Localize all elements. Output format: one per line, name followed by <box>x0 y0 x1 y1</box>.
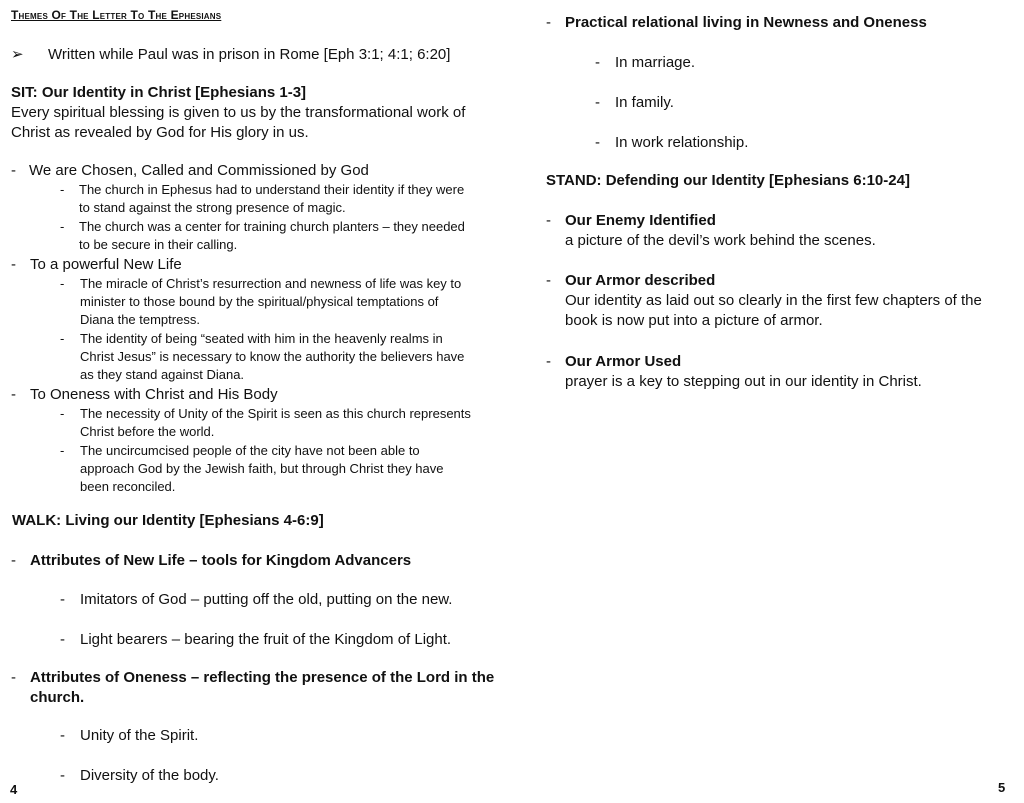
right-page <box>512 0 1024 803</box>
document-title: Themes Of The Letter To The Ephesians <box>11 8 222 22</box>
dash: - <box>546 272 551 289</box>
dash: - <box>546 353 551 370</box>
dash: - <box>11 162 16 179</box>
practical-living-point: Practical relational living in Newness and Oneness <box>565 14 927 31</box>
sub-point-line: The identity of being “seated with him in the heavenly realms in <box>80 331 443 346</box>
sub-point-line: Christ before the world. <box>80 424 215 439</box>
sit-heading: SIT: Our Identity in Christ [Ephesians 1-3] <box>11 84 307 101</box>
sub-point-line: The uncircumcised people of the city have not been able to <box>80 443 420 458</box>
dash: - <box>11 669 16 686</box>
dash: - <box>60 331 65 346</box>
walk-sub-point: Light bearers – bearing the fruit of the Kingdom of Light. <box>80 631 452 648</box>
page-number: 4 <box>10 782 18 797</box>
sub-point-line: The necessity of Unity of the Spirit is seen as this church represents <box>80 406 471 421</box>
sub-point-line: been reconciled. <box>80 479 176 494</box>
relational-sub-point: In marriage. <box>615 54 696 71</box>
dash: - <box>11 552 16 569</box>
dash: - <box>595 94 600 111</box>
dash: - <box>60 767 65 784</box>
stand-heading: STAND: Defending our Identity [Ephesians 6:10-24] <box>546 172 910 189</box>
dash: - <box>11 386 16 403</box>
sub-point-line: The church was a center for training church planters – they needed <box>79 219 465 234</box>
dash: - <box>546 212 551 229</box>
walk-heading: WALK: Living our Identity [Ephesians 4-6:9] <box>12 512 324 529</box>
walk-point-oneness: Attributes of Oneness – reflecting the presence of the Lord in the <box>30 669 495 686</box>
armor-used-text: prayer is a key to stepping out in our identity in Christ. <box>565 373 922 390</box>
sub-point-line: to stand against the strong presence of magic. <box>79 200 346 215</box>
walk-point-oneness: church. <box>30 689 85 706</box>
dash: - <box>60 406 65 421</box>
enemy-heading: Our Enemy Identified <box>565 212 716 229</box>
dash: - <box>60 276 65 291</box>
walk-sub-point: Unity of the Spirit. <box>80 727 199 744</box>
dash: - <box>595 54 600 71</box>
sub-point-line: as they stand against Diana. <box>80 367 245 382</box>
relational-sub-point: In family. <box>615 94 674 111</box>
walk-point-new-life: Attributes of New Life – tools for Kingdom Advancers <box>30 552 412 569</box>
relational-sub-point: In work relationship. <box>615 134 749 151</box>
dash: - <box>11 256 16 273</box>
sub-point-line: The miracle of Christ’s resurrection and newness of life was key to <box>80 276 462 291</box>
walk-sub-point: Imitators of God – putting off the old, putting on the new. <box>80 591 453 608</box>
sub-point-line: to be secure in their calling. <box>79 237 238 252</box>
armor-heading: Our Armor described <box>565 272 716 289</box>
arrow-bullet-icon: ➢ <box>11 46 24 63</box>
dash: - <box>595 134 600 151</box>
sub-point-line: Diana the temptress. <box>80 312 200 327</box>
dash: - <box>60 182 65 197</box>
sit-text-line: Every spiritual blessing is given to us by the transformational work of <box>11 104 466 121</box>
sub-point-line: minister to those bound by the spiritual/physical temptations of <box>80 294 439 309</box>
armor-text-line: Our identity as laid out so clearly in the first few chapters of the <box>565 292 982 309</box>
armor-used-heading: Our Armor Used <box>565 353 682 370</box>
enemy-text: a picture of the devil’s work behind the scenes. <box>565 232 876 249</box>
dash: - <box>60 443 65 458</box>
sub-point-line: Christ Jesus” is necessary to know the authority the believers have <box>80 349 465 364</box>
sub-point-line: approach God by the Jewish faith, but through Christ they have <box>80 461 444 476</box>
dash: - <box>60 727 65 744</box>
sit-text-line: Christ as revealed by God for His glory in us. <box>11 124 309 141</box>
sub-point-line: The church in Ephesus had to understand their identity if they were <box>79 182 465 197</box>
point-new-life: To a powerful New Life <box>30 256 182 273</box>
point-oneness: To Oneness with Christ and His Body <box>30 386 278 403</box>
intro-line: Written while Paul was in prison in Rome [Eph 3:1; 4:1; 6:20] <box>48 46 451 63</box>
walk-sub-point: Diversity of the body. <box>80 767 219 784</box>
armor-text-line: book is now put into a picture of armor. <box>565 312 823 329</box>
dash: - <box>60 631 65 648</box>
dash: - <box>60 591 65 608</box>
point-chosen: We are Chosen, Called and Commissioned by God <box>29 162 369 179</box>
dash: - <box>546 14 551 31</box>
dash: - <box>60 219 65 234</box>
page-number: 5 <box>998 780 1006 795</box>
